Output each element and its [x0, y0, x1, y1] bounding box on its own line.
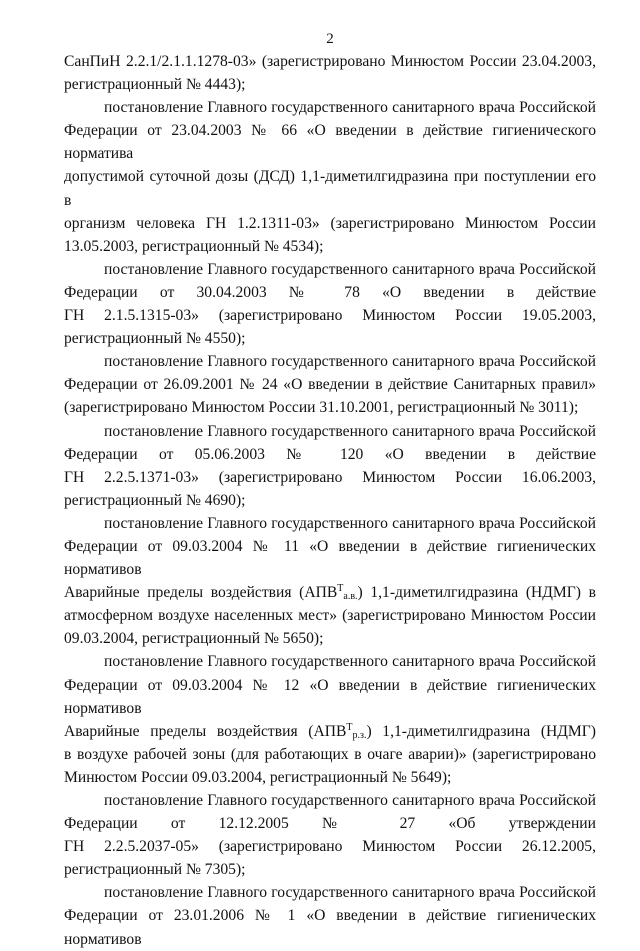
text-line: [64, 119, 596, 165]
text-line: [64, 858, 596, 881]
line-text: Аварийные пределы воздействия (АПВ: [64, 584, 338, 602]
text-line: [64, 235, 596, 258]
line-text: ) 1,1-диметилгидразина (НДМГ) в: [357, 584, 596, 602]
paragraph: [64, 258, 596, 350]
paragraph: [64, 512, 596, 651]
paragraph: [64, 50, 596, 96]
text-line: [64, 604, 596, 627]
text-line: [64, 766, 596, 789]
line-text: организм человека ГН 1.2.1311-03» (зарегистрировано Минюстом России: [64, 214, 596, 232]
text-line: [64, 327, 596, 350]
line-text: регистрационный № 4443);: [64, 76, 246, 94]
text-line: [64, 165, 596, 211]
line-text: регистрационный № 4690);: [64, 491, 246, 509]
line-text: (зарегистрировано Минюстом России 31.10.2001, регистрационный № 3011);: [64, 399, 579, 417]
superscript: Т: [337, 583, 344, 595]
text-line: [64, 512, 596, 535]
line-text: Федерации от 09.03.2004 № 12 «О введении в действие гигиенических нормативов: [64, 676, 596, 717]
paragraph: [64, 789, 596, 881]
line-text: Федерации от 05.06.2003 № 120 «О введении в действие: [64, 445, 596, 463]
line-text: допустимой суточной дозы (ДСД) 1,1-диметилгидразина при поступлении его в: [64, 168, 596, 209]
line-text: постановление Главного государственного санитарного врача Российской: [104, 884, 596, 902]
line-text: постановление Главного государственного санитарного врача Российской: [104, 260, 596, 278]
line-text: атмосферном воздухе населенных мест» (зарегистрировано Минюстом России: [64, 607, 596, 625]
text-line: [64, 212, 596, 235]
text-line: [64, 258, 596, 281]
line-text: постановление Главного государственного санитарного врача Российской: [104, 653, 596, 671]
line-text: Федерации от 30.04.2003 № 78 «О введении в действие: [64, 283, 596, 301]
line-text: постановление Главного государственного санитарного врача Российской: [104, 99, 596, 117]
line-text: постановление Главного государственного санитарного врача Российской: [104, 514, 596, 532]
line-text: Аварийные пределы воздействия (АПВ: [64, 722, 347, 740]
text-line: [64, 650, 596, 673]
text-line: [64, 904, 596, 950]
line-text: регистрационный № 7305);: [64, 861, 246, 879]
text-line: [64, 350, 596, 373]
text-line: [64, 627, 596, 650]
line-text: постановление Главного государственного санитарного врача Российской: [104, 792, 596, 809]
text-line: [64, 489, 596, 512]
superscript: Т: [346, 721, 353, 733]
text-line: [64, 720, 596, 743]
text-line: [64, 812, 596, 835]
line-text: 13.05.2003, регистрационный № 4534);: [64, 237, 324, 255]
text-line: [64, 420, 596, 443]
text-line: [64, 50, 596, 73]
text-line: [64, 396, 596, 419]
line-text: Федерации от 09.03.2004 № 11 «О введении в действие гигиенических нормативов: [64, 537, 596, 579]
line-text: постановление Главного государственного санитарного врача Российской: [104, 353, 596, 371]
text-line: [64, 535, 596, 581]
text-line: [64, 373, 596, 396]
text-line: [64, 466, 596, 489]
line-text: в воздухе рабочей зоны (для работающих в очаге аварии)» (зарегистрировано: [64, 745, 596, 763]
paragraph: [64, 96, 596, 258]
line-text: регистрационный № 4550);: [64, 330, 246, 348]
document-body: [64, 50, 596, 951]
line-text: СанПиН 2.2.1/2.1.1.1278-03» (зарегистрировано Минюстом России 23.04.2003,: [64, 53, 596, 70]
subscript: р.з.: [352, 729, 367, 741]
line-text: 09.03.2004, регистрационный № 5650);: [64, 630, 324, 648]
paragraph: [64, 350, 596, 419]
line-text: ГН 2.1.5.1315-03» (зарегистрировано Минюстом России 19.05.2003,: [64, 307, 596, 325]
paragraph: [64, 650, 596, 789]
line-text: ) 1,1-диметилгидразина (НДМГ): [366, 722, 596, 740]
paragraph: [64, 881, 596, 950]
text-line: [64, 73, 596, 96]
paragraph: [64, 420, 596, 512]
text-line: [64, 581, 596, 604]
page-number: 2: [326, 31, 334, 47]
line-text: ГН 2.2.5.2037-05» (зарегистрировано Минюстом России 26.12.2005,: [64, 838, 596, 856]
text-line: [64, 881, 596, 904]
text-line: [64, 443, 596, 466]
line-text: Минюстом России 09.03.2004, регистрационный № 5649);: [64, 768, 452, 786]
text-line: [64, 674, 596, 720]
line-text: Федерации от 26.09.2001 № 24 «О введении в действие Санитарных правил»: [64, 376, 596, 394]
subscript: а.в.: [343, 591, 358, 603]
line-text: ГН 2.2.5.1371-03» (зарегистрировано Минюстом России 16.06.2003,: [64, 468, 596, 486]
text-line: [64, 743, 596, 766]
text-line: [64, 304, 596, 327]
text-line: [64, 96, 596, 119]
text-line: [64, 835, 596, 858]
line-text: Федерации от 23.04.2003 № 66 «О введении в действие гигиенического норматива: [64, 122, 596, 163]
line-text: Федерации от 23.01.2006 № 1 «О введении в действие гигиенических нормативов: [64, 907, 596, 948]
line-text: Федерации от 12.12.2005 № 27 «Об утверждении: [64, 815, 596, 833]
text-line: [64, 789, 596, 812]
line-text: постановление Главного государственного санитарного врача Российской: [104, 422, 596, 440]
text-line: [64, 281, 596, 304]
